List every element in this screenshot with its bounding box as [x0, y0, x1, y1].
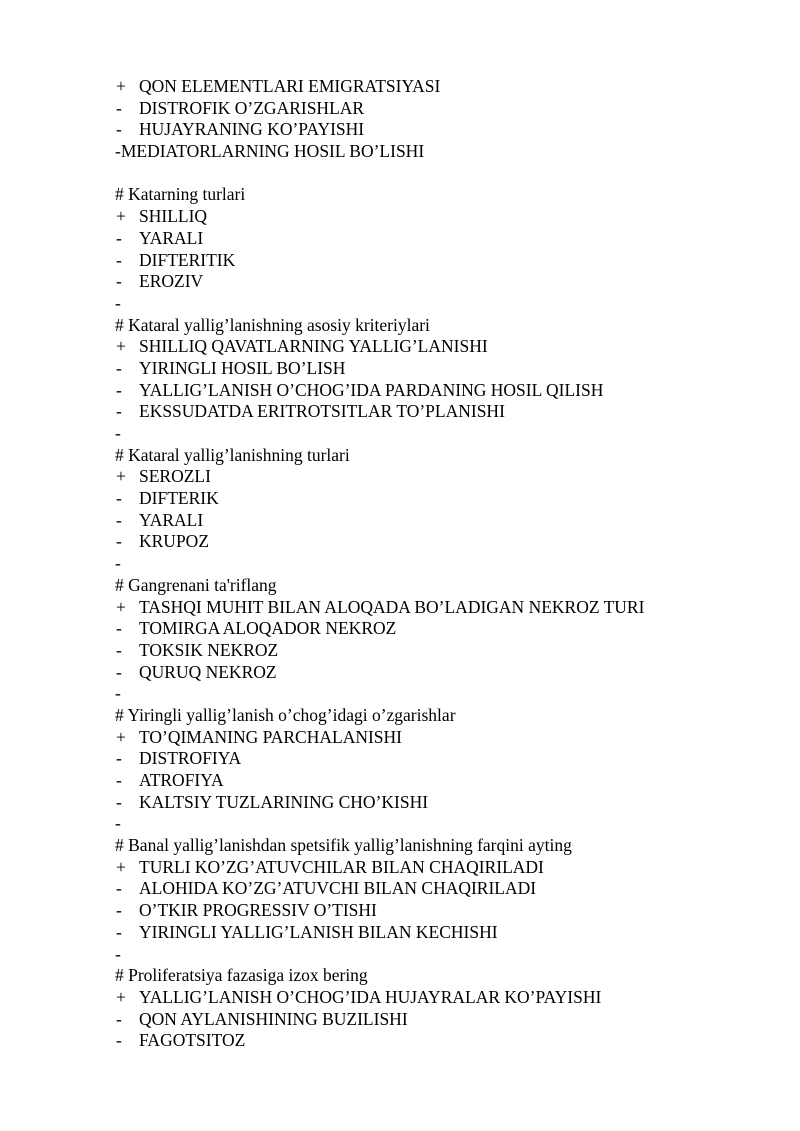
option-text: DIFTERIK — [139, 488, 219, 509]
option-text: O’TKIR PROGRESSIV O’TISHI — [139, 900, 377, 921]
answer-option — [0, 531, 800, 553]
answer-option — [0, 770, 800, 792]
document-page — [0, 76, 800, 1052]
option-text: KRUPOZ — [139, 531, 210, 552]
answer-option — [0, 119, 800, 141]
line-text: - — [115, 813, 121, 834]
option-text: YARALI — [139, 227, 204, 248]
line-text: - — [115, 683, 121, 704]
line-text: - — [115, 553, 121, 574]
answer-option — [0, 271, 800, 293]
option-marker: - — [116, 639, 122, 660]
line-text: -MEDIATORLARNING HOSIL BO’LISHI — [115, 141, 425, 162]
question-heading — [0, 575, 800, 597]
separator-line — [0, 813, 800, 835]
question-text: # Kataral yallig’lanishning asosiy kriteriylari — [115, 314, 430, 335]
correct-marker: + — [116, 206, 126, 227]
line-text: - — [115, 943, 121, 964]
answer-option — [0, 98, 800, 120]
option-text: TOKSIK NEKROZ — [139, 639, 279, 660]
answer-option — [0, 900, 800, 922]
option-text: TURLI KO’ZG’ATUVCHILAR BILAN CHAQIRILADI — [139, 856, 544, 877]
option-marker: - — [116, 1008, 122, 1029]
option-marker: - — [116, 661, 122, 682]
question-heading — [0, 835, 800, 857]
separator-line — [0, 293, 800, 315]
correct-answer-option — [0, 857, 800, 879]
option-marker: - — [116, 878, 122, 899]
option-marker: - — [116, 531, 122, 552]
option-text: QON AYLANISHINING BUZILISHI — [139, 1008, 408, 1029]
option-text: ATROFIYA — [139, 770, 224, 790]
answer-option — [0, 640, 800, 662]
answer-option — [0, 1030, 800, 1052]
correct-marker: + — [116, 596, 126, 617]
question-text: # Proliferatsiya fazasiga izox bering — [115, 965, 368, 986]
option-text: DISTROFIYA — [139, 748, 242, 769]
correct-answer-option — [0, 76, 800, 98]
option-marker: - — [116, 357, 122, 378]
option-text: TASHQI MUHIT BILAN ALOQADA BO’LADIGAN NEKROZ TURI — [139, 596, 645, 617]
correct-marker: + — [116, 336, 126, 357]
answer-option — [0, 228, 800, 250]
correct-answer-option — [0, 336, 800, 358]
correct-answer-option — [0, 987, 800, 1009]
question-heading — [0, 705, 800, 727]
option-text: YIRINGLI HOSIL BO’LISH — [139, 357, 346, 378]
option-text: TOMIRGA ALOQADOR NEKROZ — [139, 618, 397, 639]
option-text: YALLIG’LANISH O’CHOG’IDA HUJAYRALAR KO’PAYISHI — [139, 986, 602, 1007]
option-marker: - — [116, 1030, 122, 1051]
question-text: # Katarning turlari — [115, 184, 246, 205]
option-marker: - — [116, 271, 122, 292]
blank-line — [0, 163, 800, 185]
correct-answer-option — [0, 727, 800, 749]
question-heading — [0, 184, 800, 206]
option-text: EROZIV — [139, 271, 204, 292]
answer-option — [0, 358, 800, 380]
option-text: YALLIG’LANISH O’CHOG’IDA PARDANING HOSIL QILISH — [139, 379, 604, 400]
correct-marker: + — [116, 76, 126, 96]
text-line — [0, 141, 800, 163]
separator-line — [0, 553, 800, 575]
option-text: DISTROFIK O’ZGARISHLAR — [139, 97, 365, 118]
option-marker: - — [116, 509, 122, 530]
separator-line — [0, 423, 800, 445]
correct-marker: + — [116, 466, 126, 487]
separator-line — [0, 944, 800, 966]
option-marker: - — [116, 119, 122, 140]
option-text: SEROZLI — [139, 466, 211, 487]
correct-answer-option — [0, 206, 800, 228]
correct-marker: + — [116, 856, 126, 877]
answer-option — [0, 250, 800, 272]
option-text: KALTSIY TUZLARINING CHO’KISHI — [139, 791, 429, 812]
answer-option — [0, 792, 800, 814]
option-text: HUJAYRANING KO’PAYISHI — [139, 119, 365, 140]
question-heading — [0, 315, 800, 337]
correct-answer-option — [0, 466, 800, 488]
option-marker: - — [116, 791, 122, 812]
answer-option — [0, 922, 800, 944]
option-text: SHILLIQ QAVATLARNING YALLIG’LANISHI — [139, 336, 488, 357]
option-text: QURUQ NEKROZ — [139, 661, 277, 682]
answer-option — [0, 1009, 800, 1031]
answer-option — [0, 510, 800, 532]
answer-option — [0, 401, 800, 423]
separator-line — [0, 683, 800, 705]
option-text: YARALI — [139, 509, 204, 530]
option-marker: - — [116, 379, 122, 400]
question-heading — [0, 445, 800, 467]
correct-answer-option — [0, 597, 800, 619]
line-text: - — [115, 423, 121, 443]
answer-option — [0, 618, 800, 640]
option-text: SHILLIQ — [139, 206, 208, 227]
answer-option — [0, 380, 800, 402]
option-marker: - — [116, 401, 122, 422]
option-text: QON ELEMENTLARI EMIGRATSIYASI — [139, 76, 441, 96]
option-text: YIRINGLI YALLIG’LANISH BILAN KECHISHI — [139, 921, 498, 942]
option-marker: - — [116, 748, 122, 769]
option-marker: - — [116, 921, 122, 942]
option-text: ALOHIDA KO’ZG’ATUVCHI BILAN CHAQIRILADI — [139, 878, 537, 899]
option-marker: - — [116, 770, 122, 790]
option-marker: - — [116, 227, 122, 248]
answer-option — [0, 878, 800, 900]
option-marker: - — [116, 618, 122, 639]
correct-marker: + — [116, 726, 126, 747]
question-text: # Gangrenani ta'riflang — [115, 574, 277, 595]
option-text: FAGOTSITOZ — [139, 1030, 246, 1051]
option-text: DIFTERITIK — [139, 249, 236, 270]
question-text: # Banal yallig’lanishdan spetsifik yallig’lanishning farqini ayting — [115, 835, 572, 856]
line-text: - — [115, 292, 121, 313]
question-heading — [0, 965, 800, 987]
option-marker: - — [116, 488, 122, 509]
option-text: TO’QIMANING PARCHALANISHI — [139, 726, 402, 747]
answer-option — [0, 662, 800, 684]
option-text: EKSSUDATDA ERITROTSITLAR TO’PLANISHI — [139, 401, 505, 422]
option-marker: - — [116, 97, 122, 118]
option-marker: - — [116, 249, 122, 270]
answer-option — [0, 488, 800, 510]
correct-marker: + — [116, 986, 126, 1007]
question-text: # Yiringli yallig’lanish o’chog’idagi o’zgarishlar — [115, 704, 456, 725]
question-text: # Kataral yallig’lanishning turlari — [115, 444, 350, 465]
answer-option — [0, 748, 800, 770]
option-marker: - — [116, 900, 122, 921]
